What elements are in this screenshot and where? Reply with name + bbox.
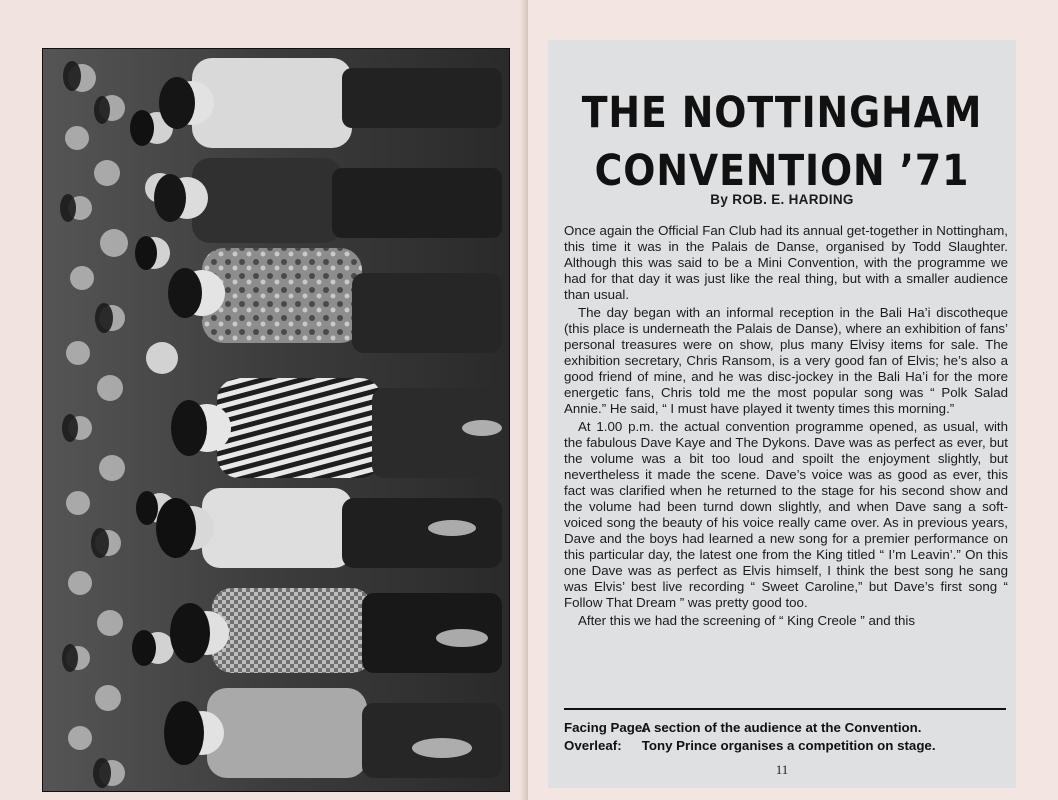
caption-divider bbox=[564, 708, 1006, 710]
article-body bbox=[564, 223, 1008, 631]
left-page bbox=[0, 0, 528, 800]
caption-text: A section of the audience at the Convention. bbox=[641, 720, 922, 735]
paragraph-4: After this we had the screening of “ King Creole ” and this bbox=[578, 613, 916, 628]
title-line-2: CONVENTION ’71 bbox=[594, 146, 970, 196]
byline: By ROB. E. HARDING bbox=[710, 192, 854, 207]
title-line-1: THE NOTTINGHAM bbox=[581, 88, 983, 138]
audience-photo bbox=[42, 48, 510, 792]
paragraph-1: Once again the Official Fan Club had its annual get-together in Nottingham, this time it was in the Palais de Danse, organised by Todd Slaughter. Although this was said to be a Mini Convention, with the programme we had for that day it was just like the real thing, but with a smaller audience than usual. bbox=[564, 223, 1008, 302]
paragraph-3: At 1.00 p.m. the actual convention programme opened, as usual, with the fabulous Dave Kaye and The Dykons. Dave was as perfect as ever, but the volume was a bit too loud and spoilt the enjoyment slightly, but nevertheless it made the scene. Dave’s voice was as good as ever, this fact was clarified when he returned to the stage for his second show and the volume had been turnd down slightly, and when Dave sang a soft-voiced song the beauty of his voice really came over. As in previous years, Dave and the boys had learned a new song for a premier performance on this particular day, the latest one from the King titled “ I’m Leavin’.” On this one Dave was as perfect as Elvis himself, I think the best song he sang was Elvis’ best live recording “ Sweet Caroline,” but Dave’s first song “ Follow That Dream ” was pretty good too. bbox=[564, 419, 1008, 610]
page-number: 11 bbox=[775, 762, 789, 777]
article-title bbox=[576, 84, 988, 200]
caption-text: Tony Prince organises a competition on stage. bbox=[641, 738, 936, 753]
caption-label: Overleaf: bbox=[564, 738, 622, 753]
caption-facing-page bbox=[564, 719, 1008, 737]
photo-captions bbox=[564, 719, 1008, 755]
caption-label: Facing Page: bbox=[564, 720, 647, 735]
paragraph-2: The day began with an informal reception in the Bali Ha’i discotheque (this place is underneath the Palais de Danse), where an exhibition of fans’ personal treasures were on show, plus many Elvisy items for sale. The exhibition secretary, Chris Ransom, is a very good fan of Elvis; he’s also a good friend of mine, and he was disc-jockey in the Bali Ha’i for the more energetic fans, Chris told me the most popular song was “ Polk Salad Annie.” He said, “ I must have played it twenty times this morning.” bbox=[564, 305, 1008, 416]
article-panel bbox=[548, 40, 1016, 788]
caption-overleaf bbox=[564, 737, 1008, 755]
